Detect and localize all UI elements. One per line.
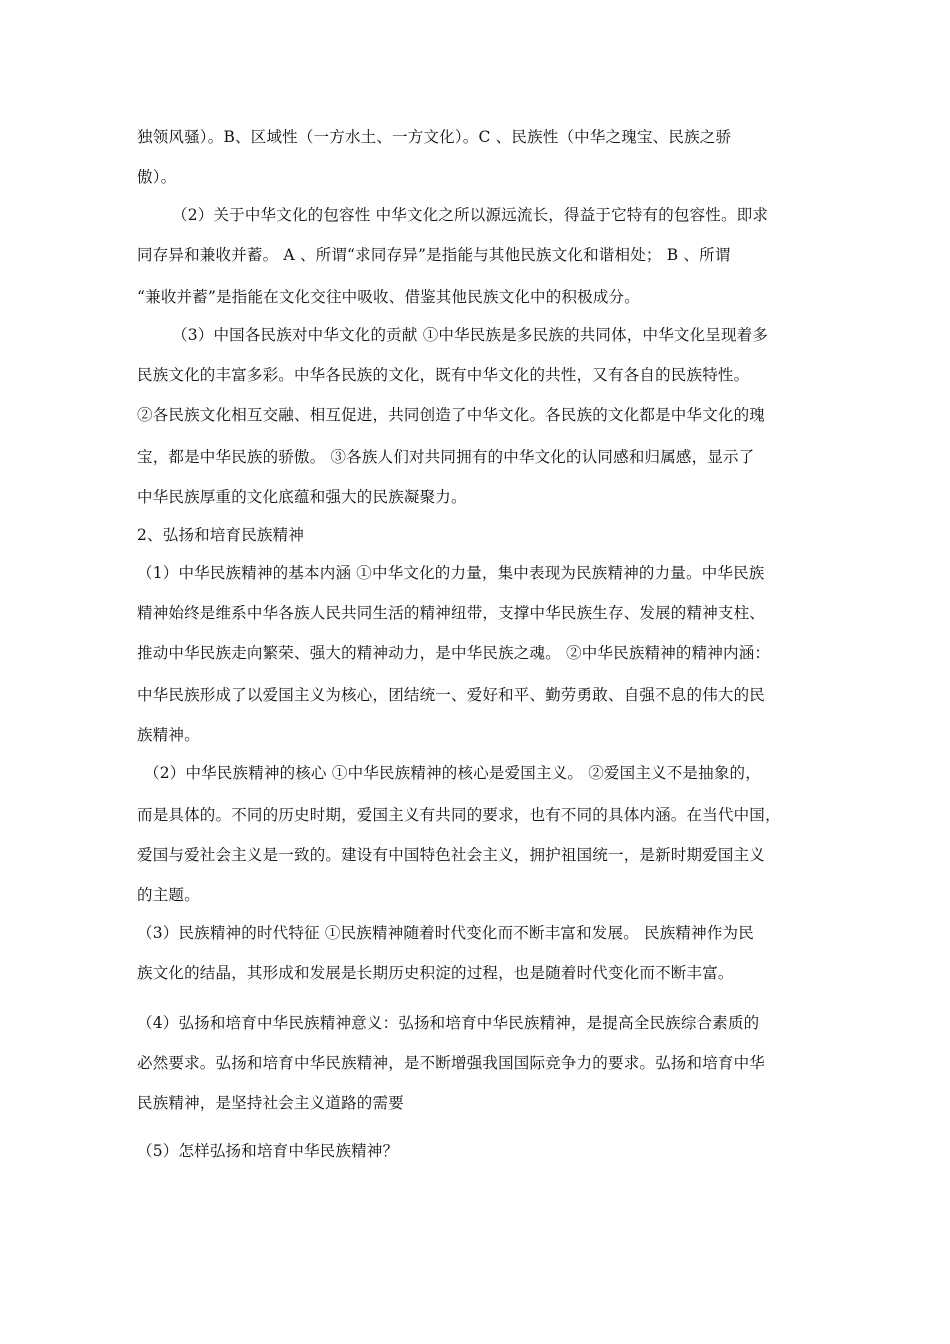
text-line: （4）弘扬和培育中华民族精神意义：弘扬和培育中华民族精神，是提高全民族综合素质的: [137, 1014, 760, 1032]
text-line: 民族文化的丰富多彩。中华各民族的文化，既有中华文化的共性，又有各自的民族特性。: [137, 366, 750, 384]
section-heading: 2、弘扬和培育民族精神: [137, 526, 305, 544]
text-line: （2）中华民族精神的核心 ①中华民族精神的核心是爱国主义。 ②爱国主义不是抽象的，: [144, 764, 761, 782]
text-line: 傲）。: [137, 168, 177, 186]
text-line: 而是具体的。不同的历史时期，爱国主义有共同的要求，也有不同的具体内涵。在当代中国，: [137, 806, 781, 824]
text-line: 精神始终是维系中华各族人民共同生活的精神纽带，支撑中华民族生存、发展的精神支柱、: [137, 604, 766, 622]
text-line: （1）中华民族精神的基本内涵 ①中华文化的力量，集中表现为民族精神的力量。中华民族: [137, 564, 765, 582]
text-line: 同存异和兼收并蓄。 A 、所谓“求同存异”是指能与其他民族文化和谐相处； B 、所谓: [137, 246, 731, 264]
text-line: “兼收并蓄”是指能在文化交往中吸收、借鉴其他民族文化中的积极成分。: [137, 288, 640, 306]
text-line: （2）关于中华文化的包容性 中华文化之所以源远流长，得益于它特有的包容性。即求: [172, 206, 769, 224]
text-line: 推动中华民族走向繁荣、强大的精神动力，是中华民族之魂。 ②中华民族精神的精神内涵：: [137, 644, 771, 662]
text-line: （5）怎样弘扬和培育中华民族精神？: [137, 1142, 399, 1160]
text-line: 爱国与爱社会主义是一致的。建设有中国特色社会主义，拥护祖国统一，是新时期爱国主义: [137, 846, 766, 864]
text-line: 族精神。: [137, 726, 200, 744]
text-line: 中华民族形成了以爱国主义为核心，团结统一、爱好和平、勤劳勇敢、自强不息的伟大的民: [137, 686, 766, 704]
text-line: 族文化的结晶，其形成和发展是长期历史积淀的过程，也是随着时代变化而不断丰富。: [137, 964, 734, 982]
text-line: 中华民族厚重的文化底蕴和强大的民族凝聚力。: [137, 488, 467, 506]
text-line: 宝，都是中华民族的骄傲。 ③各族人们对共同拥有的中华文化的认同感和归属感，显示了: [137, 448, 755, 466]
text-line: 的主题。: [137, 886, 200, 904]
text-line: 必然要求。弘扬和培育中华民族精神，是不断增强我国国际竞争力的要求。弘扬和培育中华: [137, 1054, 766, 1072]
text-line: ②各民族文化相互交融、相互促进，共同创造了中华文化。各民族的文化都是中华文化的瑰: [137, 406, 766, 424]
text-line: （3）民族精神的时代特征 ①民族精神随着时代变化而不断丰富和发展。 民族精神作为民: [137, 924, 754, 942]
text-line: 民族精神，是坚持社会主义道路的需要: [137, 1094, 404, 1112]
text-line: （3）中国各民族对中华文化的贡献 ①中华民族是多民族的共同体，中华文化呈现着多: [172, 326, 769, 344]
text-line: 独领风骚）。B、区域性（一方水土、一方文化）。C 、民族性（中华之瑰宝、民族之骄: [137, 128, 732, 146]
